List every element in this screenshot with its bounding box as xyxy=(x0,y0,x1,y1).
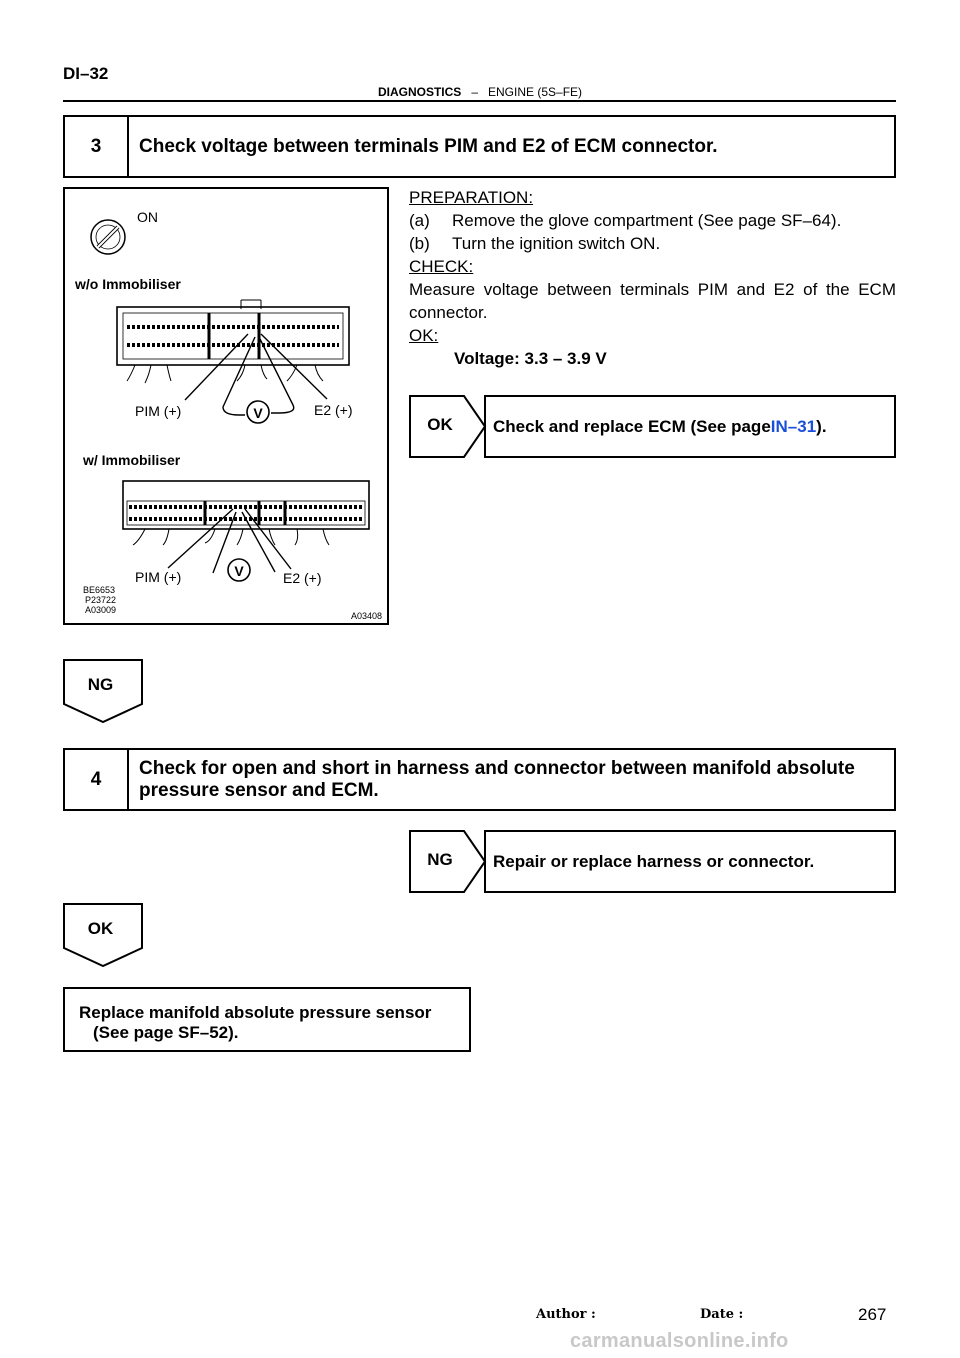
ecm-connector-icon xyxy=(123,481,369,545)
check-label: CHECK: xyxy=(409,257,474,276)
preparation-item xyxy=(409,232,896,255)
header-separator: – xyxy=(471,85,478,99)
ok-result-text-end: ). xyxy=(816,416,827,436)
e2-terminal-label: E2 (+) xyxy=(314,402,353,418)
item-letter: (a) xyxy=(409,211,430,230)
pim-terminal-label: PIM (+) xyxy=(135,569,182,585)
ng-tag-label: NG xyxy=(87,675,114,694)
ignition-on-label: ON xyxy=(137,209,158,225)
pim-terminal-label: PIM (+) xyxy=(135,403,182,419)
step-3-title: Check voltage between terminals PIM and E2 of ECM connector. xyxy=(139,135,718,157)
ok-tag-label: OK xyxy=(87,919,114,938)
figure-code: A03009 xyxy=(85,605,117,615)
header-rule xyxy=(63,100,896,102)
footer-author-label: Author : xyxy=(536,1307,596,1322)
figure-code: BE6653 xyxy=(83,585,116,595)
voltmeter-icon xyxy=(247,401,269,423)
ng-result-label: NG xyxy=(427,850,453,869)
step-4-title: Check for open and short in harness and connector between manifold absolute pressure sensor and ECM. xyxy=(139,757,855,801)
page-id: DI–32 xyxy=(63,64,109,83)
final-action-line-1: Replace manifold absolute pressure sensor xyxy=(79,1003,432,1022)
footer-date-label: Date : xyxy=(700,1307,744,1322)
step-3-box xyxy=(63,115,896,178)
step-3-instructions xyxy=(409,186,896,370)
ok-result-box xyxy=(484,395,896,458)
figure-code: P23722 xyxy=(85,595,117,605)
figure-code-main: A03408 xyxy=(351,611,383,621)
page-number: 267 xyxy=(858,1305,887,1324)
ecm-connector-icon xyxy=(117,300,349,383)
step-4-number: 4 xyxy=(65,750,129,809)
ok-result-label: OK xyxy=(427,415,453,434)
running-header xyxy=(0,85,960,99)
watermark: carmanualsonline.info xyxy=(570,1330,789,1352)
preparation-label: PREPARATION: xyxy=(409,188,534,207)
svg-text:V: V xyxy=(234,563,244,579)
ng-result-box xyxy=(484,830,896,893)
step-4-box xyxy=(63,748,896,811)
header-subsection: ENGINE (5S–FE) xyxy=(488,85,583,99)
ng-result-text: Repair or replace harness or connector. xyxy=(493,851,815,871)
e2-terminal-label: E2 (+) xyxy=(283,570,322,586)
ignition-key-icon xyxy=(91,220,125,254)
connector-diagram xyxy=(63,187,389,625)
item-text: Turn the ignition switch ON. xyxy=(452,234,661,253)
header-section: DIAGNOSTICS xyxy=(377,85,462,99)
svg-text:V: V xyxy=(253,405,263,421)
ok-label: OK: xyxy=(409,326,439,345)
ok-result-text: Check and replace ECM (See page xyxy=(493,416,771,436)
check-text: Measure voltage between terminals PIM and E2 of the ECM connector. xyxy=(409,280,896,322)
final-action-box xyxy=(63,987,471,1052)
preparation-item xyxy=(409,209,896,232)
voltage-spec: Voltage: 3.3 – 3.9 V xyxy=(454,349,607,368)
variant-label-with-immobiliser: w/ Immobiliser xyxy=(83,452,181,468)
page-link[interactable]: IN–31 xyxy=(770,416,817,436)
item-letter: (b) xyxy=(409,234,430,253)
item-text: Remove the glove compartment (See page SF–64). xyxy=(452,211,842,230)
voltmeter-icon xyxy=(228,559,250,581)
final-action-line-2: (See page SF–52). xyxy=(93,1023,239,1042)
variant-label-without-immobiliser: w/o Immobiliser xyxy=(75,276,181,292)
step-3-number: 3 xyxy=(65,117,129,176)
